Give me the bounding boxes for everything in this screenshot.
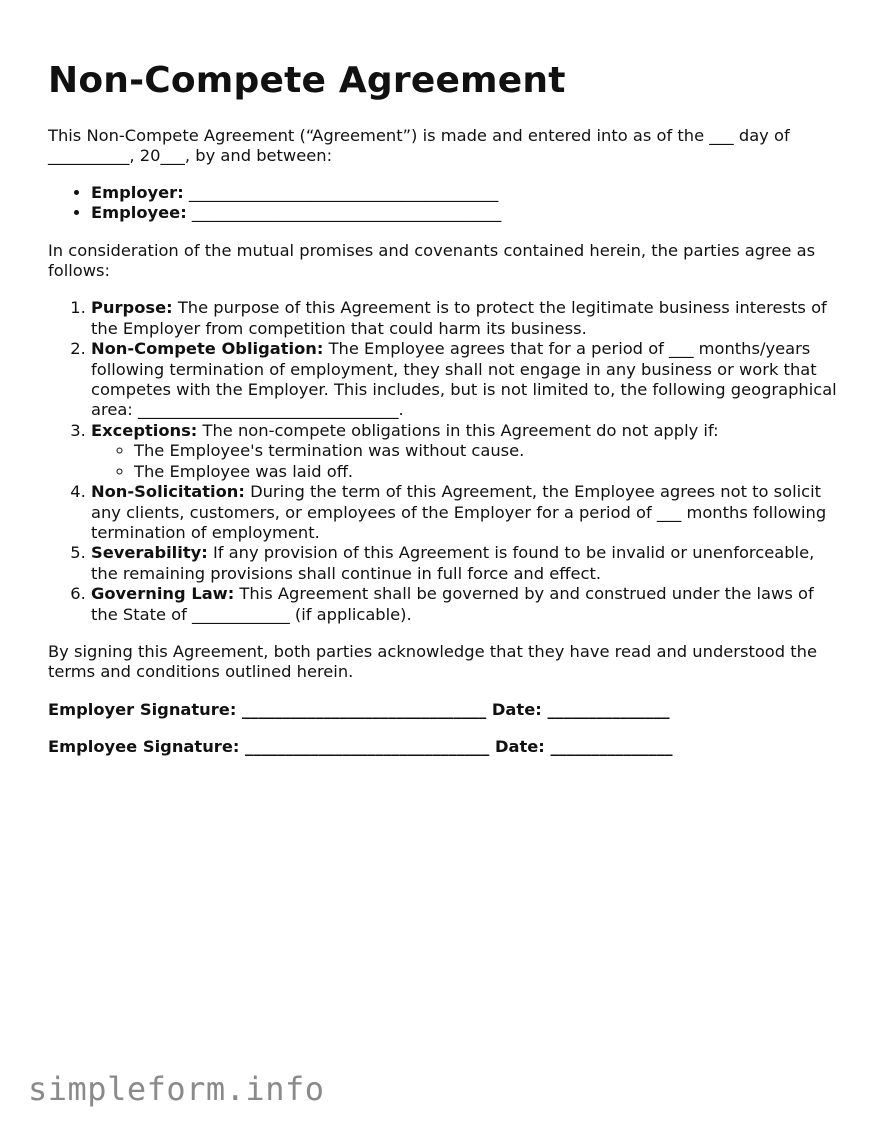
term-text: The purpose of this Agreement is to protect the legitimate business interests of the Employer from competition that could harm its business. [91,298,827,338]
date-blank: _______________ [547,699,670,719]
term-text: The non-compete obligations in this Agreement do not apply if: [202,420,719,440]
term-non-compete [91,339,838,421]
intro-paragraph: This Non-Compete Agreement (“Agreement”) is made and entered into as of the ___ day of __________, 20___, by and between: [48,126,790,166]
exception-item: ◦ The Employee was laid off. [134,462,838,482]
closing-paragraph: By signing this Agreement, both parties acknowledge that they have read and understood the terms and conditions outlined herein. [48,641,818,682]
date-blank: _______________ [550,737,673,757]
term-heading: Severability: [91,543,208,563]
terms-list [48,298,838,625]
consideration-paragraph: In consideration of the mutual promises and covenants contained herein, the parties agree as follows: [48,240,816,281]
exception-item: ◦ The Employee's termination was without cause. [134,441,838,461]
document-page [48,58,838,758]
term-text: If any provision of this Agreement is found to be invalid or unenforceable, the remaining provisions shall continue in full force and effect. [91,543,815,583]
party-blank: ______________________________________ [191,203,502,223]
term-severability [91,543,838,584]
exceptions-sublist [91,441,838,482]
term-heading: Exceptions: [91,420,198,440]
term-text: During the term of this Agreement, the Employee agrees not to solicit any clients, customers, or employees of the Employer for a period of ___ months following termination of employment. [91,482,827,542]
term-heading: Non-Compete Obligation: [91,339,324,359]
party-label: Employee: [91,203,187,223]
date-label: Date: [494,737,545,757]
parties-list [48,183,838,224]
signature-blank: ______________________________ [245,737,490,757]
page-title: Non-Compete Agreement [48,60,566,101]
signature-label: Employee Signature: [48,737,240,757]
term-text: This Agreement shall be governed by and construed under the laws of the State of ____________ (if applicable). [91,584,814,624]
signature-label: Employer Signature: [48,699,237,719]
term-non-solicitation [91,482,838,543]
watermark: simpleform.info [28,1070,325,1108]
party-blank: ______________________________________ [188,182,499,202]
term-text: The Employee agrees that for a period of ___ months/years following termination of employment, they shall not engage in any business or work that competes with the Employer. This includes, but is not limited to, the following geographical area: ________________________________. [91,339,837,420]
employer-signature-line [48,700,838,720]
employee-signature-line [48,737,838,757]
signature-blank: ______________________________ [242,699,487,719]
party-employer [91,183,838,203]
term-purpose [91,298,838,339]
term-heading: Non-Solicitation: [91,482,245,502]
date-label: Date: [491,699,542,719]
term-heading: Purpose: [91,298,173,318]
party-employee [91,203,838,223]
term-governing-law [91,584,838,625]
term-exceptions [91,421,838,482]
party-label: Employer: [91,182,184,202]
term-heading: Governing Law: [91,584,235,604]
